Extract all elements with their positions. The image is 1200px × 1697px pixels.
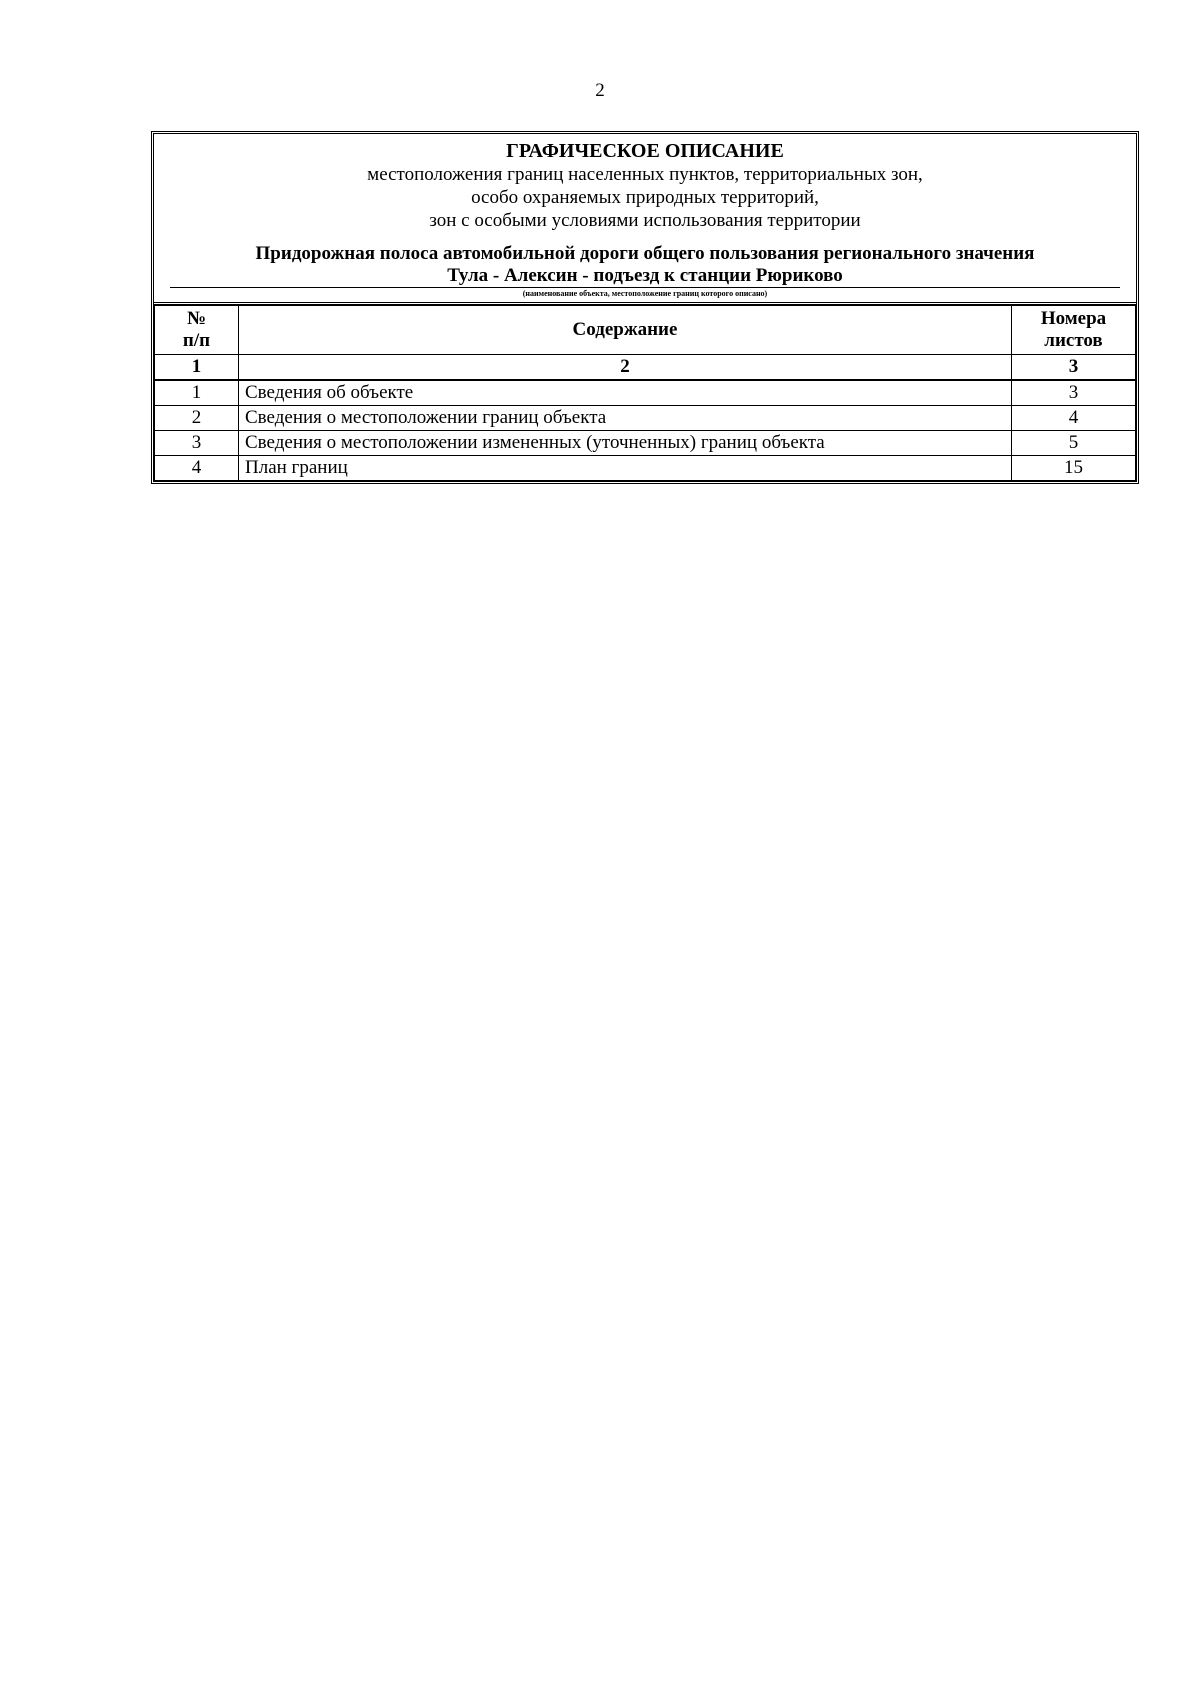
row-content: План границ <box>239 456 1012 481</box>
header-num-line-1: № <box>186 308 207 329</box>
header-content: Содержание <box>239 306 1012 355</box>
subtitle-line-3: зон с особыми условиями использования территории <box>429 210 861 231</box>
document-title: ГРАФИЧЕСКОЕ ОПИСАНИЕ <box>506 140 784 162</box>
row-num: 3 <box>155 431 239 456</box>
subtitle-line-2: особо охраняемых природных территорий, <box>471 187 819 208</box>
table-row <box>155 431 1136 456</box>
index-cell-1: 1 <box>155 355 239 381</box>
row-sheets: 4 <box>1012 406 1136 431</box>
table-row <box>155 380 1136 406</box>
index-cell-3: 3 <box>1012 355 1136 381</box>
row-content: Сведения об объекте <box>239 380 1012 406</box>
object-name-underline <box>170 265 1120 288</box>
row-content: Сведения о местоположении границ объекта <box>239 406 1012 431</box>
table-header-row <box>155 306 1136 355</box>
header-num-line-2: п/п <box>182 330 211 351</box>
table-row <box>155 456 1136 481</box>
table-row <box>155 406 1136 431</box>
document-frame <box>151 131 1139 484</box>
row-sheets: 15 <box>1012 456 1136 481</box>
row-content: Сведения о местоположении измененных (уточненных) границ объекта <box>239 431 1012 456</box>
row-sheets: 5 <box>1012 431 1136 456</box>
contents-table <box>154 305 1136 481</box>
document-header <box>154 134 1136 305</box>
object-name-line-2: Тула - Алексин - подъезд к станции Рюриково <box>447 265 843 286</box>
index-cell-2: 2 <box>239 355 1012 381</box>
row-num: 4 <box>155 456 239 481</box>
row-num: 1 <box>155 380 239 406</box>
row-sheets: 3 <box>1012 380 1136 406</box>
header-sheets-line-2: листов <box>1044 330 1103 351</box>
row-num: 2 <box>155 406 239 431</box>
subtitle-line-1: местоположения границ населенных пунктов, территориальных зон, <box>367 164 923 185</box>
page-number: 2 <box>595 80 605 101</box>
object-name-note: (наименование объекта, местоположение границ которого описано) <box>522 289 768 298</box>
header-sheets <box>1012 306 1136 355</box>
header-sheets-line-1: Номера <box>1040 308 1107 329</box>
header-num <box>155 306 239 355</box>
column-index-row <box>155 355 1136 381</box>
object-name-line-1: Придорожная полоса автомобильной дороги общего пользования регионального значения <box>255 243 1035 264</box>
